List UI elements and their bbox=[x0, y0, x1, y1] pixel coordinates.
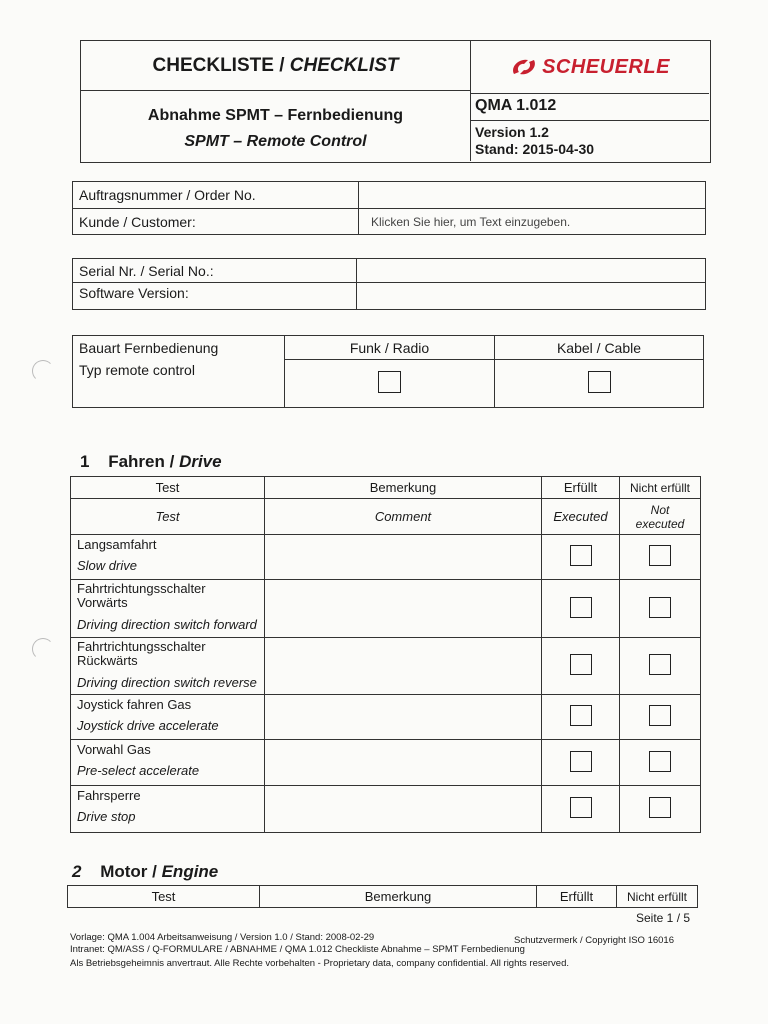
table-row bbox=[71, 535, 701, 580]
comment-field[interactable] bbox=[265, 638, 542, 695]
section-2-title-en: Engine bbox=[161, 862, 219, 881]
logo-cell bbox=[471, 41, 709, 93]
column-subheader-test: Test bbox=[71, 499, 265, 535]
radio-label: Funk / Radio bbox=[285, 336, 495, 360]
executed-checkbox[interactable] bbox=[570, 545, 592, 566]
software-version-label: Software Version: bbox=[73, 283, 357, 310]
not-executed-checkbox[interactable] bbox=[649, 705, 671, 726]
test-name-en: Joystick drive accelerate bbox=[77, 718, 219, 733]
column-header-comment: Bemerkung bbox=[265, 477, 542, 499]
test-name-en: Driving direction switch forward bbox=[77, 617, 257, 632]
executed-checkbox[interactable] bbox=[570, 705, 592, 726]
serial-number-field[interactable] bbox=[357, 259, 706, 283]
software-version-field[interactable] bbox=[357, 283, 706, 310]
doc-number-cell: QMA 1.012 bbox=[471, 93, 709, 121]
customer-field[interactable]: Klicken Sie hier, um Text einzugeben. bbox=[359, 209, 706, 235]
executed-checkbox[interactable] bbox=[570, 797, 592, 818]
column-header-executed: Erfüllt bbox=[537, 886, 617, 908]
comment-field[interactable] bbox=[265, 535, 542, 580]
section-1-title-en: Drive bbox=[179, 452, 222, 471]
section-2-heading bbox=[72, 862, 218, 882]
table-row bbox=[71, 786, 701, 833]
table-row bbox=[71, 580, 701, 638]
remote-type-label-en: Typ remote control bbox=[79, 362, 195, 378]
test-name-de: Vorwahl Gas bbox=[77, 742, 151, 757]
comment-field[interactable] bbox=[265, 786, 542, 833]
order-number-field[interactable] bbox=[359, 182, 706, 209]
test-name-en: Pre-select accelerate bbox=[77, 763, 200, 778]
section-1-title-de: Fahren / bbox=[108, 452, 180, 471]
subtitle-de: Abnahme SPMT – Fernbedienung bbox=[147, 107, 404, 124]
table-row bbox=[71, 638, 701, 695]
column-header-comment: Bemerkung bbox=[260, 886, 537, 908]
executed-checkbox[interactable] bbox=[570, 654, 592, 675]
serial-number-label: Serial Nr. / Serial No.: bbox=[73, 259, 357, 283]
footer-confidential-line: Als Betriebsgeheimnis anvertraut. Alle Rechte vorbehalten - Proprietary data, company confidential. All rights reserved. bbox=[70, 958, 570, 969]
section-2-number: 2 bbox=[72, 862, 82, 881]
logo-text: SCHEUERLE bbox=[542, 55, 670, 78]
not-executed-checkbox[interactable] bbox=[649, 654, 671, 675]
comment-field[interactable] bbox=[265, 695, 542, 740]
order-info-table bbox=[72, 181, 706, 235]
column-header-not-executed: Nicht erfüllt bbox=[620, 477, 701, 499]
table-row bbox=[71, 695, 701, 740]
table-row bbox=[71, 740, 701, 786]
section-1-number: 1 bbox=[80, 452, 90, 471]
not-executed-checkbox[interactable] bbox=[649, 797, 671, 818]
page-number: Seite 1 / 5 bbox=[636, 911, 691, 925]
not-executed-checkbox[interactable] bbox=[649, 751, 671, 772]
test-name-en: Drive stop bbox=[77, 809, 136, 824]
test-name-en: Slow drive bbox=[77, 558, 137, 573]
not-executed-checkbox[interactable] bbox=[649, 545, 671, 566]
column-subheader-not-executed: Not executed bbox=[620, 499, 701, 535]
test-name-de: Joystick fahren Gas bbox=[77, 697, 192, 712]
subtitle-en: SPMT – Remote Control bbox=[184, 133, 367, 150]
comment-field[interactable] bbox=[265, 580, 542, 638]
section-2-title-de: Motor / bbox=[100, 862, 162, 881]
scheuerle-logo-icon bbox=[510, 56, 538, 78]
test-name-en: Driving direction switch reverse bbox=[77, 675, 257, 690]
remote-type-label-de: Bauart Fernbedienung bbox=[79, 340, 219, 356]
column-header-test: Test bbox=[68, 886, 260, 908]
test-name-de: Fahrtrichtungsschalter Vorwärts bbox=[77, 581, 206, 610]
test-name-de: Langsamfahrt bbox=[77, 537, 157, 552]
cable-checkbox[interactable] bbox=[588, 371, 611, 393]
customer-label: Kunde / Customer: bbox=[73, 209, 359, 235]
test-name-de: Fahrsperre bbox=[77, 788, 141, 803]
order-number-label: Auftragsnummer / Order No. bbox=[73, 182, 359, 209]
punch-hole-mark bbox=[32, 360, 54, 382]
title-de: CHECKLISTE / bbox=[152, 55, 290, 76]
column-subheader-executed: Executed bbox=[542, 499, 620, 535]
punch-hole-mark bbox=[32, 638, 54, 660]
section-1-heading bbox=[80, 452, 222, 472]
title-cell bbox=[81, 41, 471, 91]
remote-type-table bbox=[72, 335, 704, 408]
executed-checkbox[interactable] bbox=[570, 751, 592, 772]
engine-checklist-table bbox=[67, 885, 698, 908]
column-subheader-comment: Comment bbox=[265, 499, 542, 535]
not-executed-checkbox[interactable] bbox=[649, 597, 671, 618]
document-header bbox=[80, 40, 711, 163]
comment-field[interactable] bbox=[265, 740, 542, 786]
test-name-de: Fahrtrichtungsschalter Rückwärts bbox=[77, 639, 206, 668]
serial-info-table bbox=[72, 258, 706, 310]
subtitle-cell bbox=[81, 91, 471, 161]
column-header-test: Test bbox=[71, 477, 265, 499]
footer-template-line: Vorlage: QMA 1.004 Arbeitsanweisung / Version 1.0 / Stand: 2008-02-29 bbox=[70, 932, 375, 943]
radio-checkbox[interactable] bbox=[378, 371, 401, 393]
column-header-not-executed: Nicht erfüllt bbox=[617, 886, 698, 908]
cable-label: Kabel / Cable bbox=[495, 336, 704, 360]
drive-checklist-table bbox=[70, 476, 701, 833]
stand-label: Stand: 2015-04-30 bbox=[475, 141, 595, 157]
version-cell bbox=[471, 121, 709, 161]
title-en: CHECKLIST bbox=[289, 55, 399, 76]
version-label: Version 1.2 bbox=[475, 124, 549, 140]
footer-intranet-line: Intranet: QM/ASS / Q-FORMULARE / ABNAHME / QMA 1.012 Checkliste Abnahme – SPMT Fernbedienung bbox=[70, 944, 525, 955]
column-header-executed: Erfüllt bbox=[542, 477, 620, 499]
executed-checkbox[interactable] bbox=[570, 597, 592, 618]
footer-copyright: Schutzvermerk / Copyright ISO 16016 bbox=[514, 935, 674, 946]
